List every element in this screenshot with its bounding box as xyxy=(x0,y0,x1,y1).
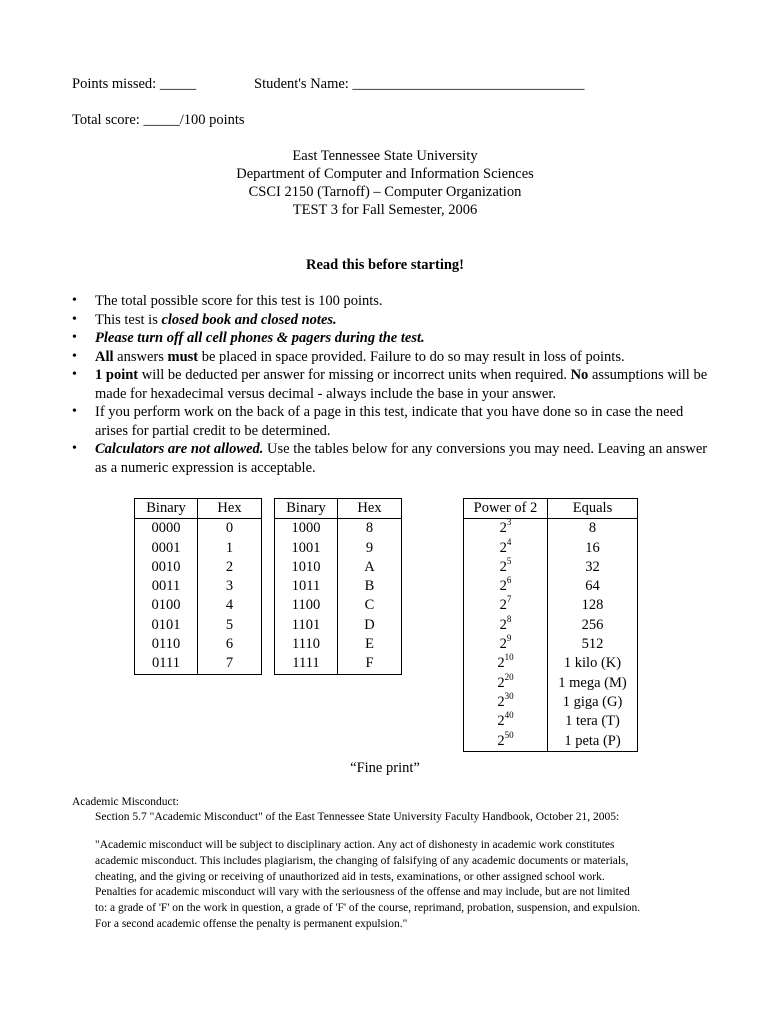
column-header: Binary xyxy=(275,499,338,519)
table-row xyxy=(275,654,402,674)
instruction-text: Please turn off all cell phones & pagers during the test. xyxy=(95,330,425,346)
instruction-item xyxy=(72,329,712,348)
quote-line: to: a grade of 'F' on the work in question, a grade of 'F' of the course, reprimand, probation, suspension, and expulsion. xyxy=(95,902,641,915)
quote-line: "Academic misconduct will be subject to disciplinary action. Any act of dishonesty in academic work constitutes xyxy=(95,839,615,851)
binary-cell: 0100 xyxy=(135,596,198,615)
table-row xyxy=(135,654,262,674)
power-cell: $2^{40}$ xyxy=(464,712,548,731)
table-row xyxy=(135,577,262,596)
table-row xyxy=(135,539,262,558)
student-name-field: Student's Name: ________________________________ xyxy=(254,76,585,92)
equals-cell: 32 xyxy=(548,558,638,577)
table-row xyxy=(464,693,638,712)
table-row xyxy=(464,558,638,577)
hex-cell: 9 xyxy=(338,539,402,558)
instruction-item xyxy=(72,366,712,403)
table-row xyxy=(135,558,262,577)
table-row xyxy=(464,732,638,752)
table-row xyxy=(464,712,638,731)
quote-line: For a second academic offense the penalty is permanent expulsion." xyxy=(95,917,408,930)
table-header-row xyxy=(135,499,262,519)
table-row xyxy=(275,616,402,635)
instruction-text: The total possible score for this test is 100 points. xyxy=(95,293,383,309)
department-name: Department of Computer and Information Sciences xyxy=(236,166,534,182)
exponent: 3 xyxy=(506,517,512,528)
equals-cell: 512 xyxy=(548,635,638,654)
power-cell: $2^9$ xyxy=(464,635,548,654)
power-cell: $2^3$ xyxy=(464,519,548,539)
power-cell: $2^6$ xyxy=(464,577,548,596)
instruction-text: All xyxy=(95,348,114,365)
binary-cell: 1001 xyxy=(275,539,338,558)
equals-cell: 16 xyxy=(548,539,638,558)
equals-cell: 128 xyxy=(548,596,638,615)
exponent: 4 xyxy=(506,536,512,547)
instruction-text: No xyxy=(570,367,589,383)
equals-cell: 1 tera (T) xyxy=(548,712,638,731)
hex-cell: A xyxy=(338,558,402,577)
quote-line: Penalties for academic misconduct will vary with the seriousness of the offense and may include, but are not limited xyxy=(95,886,630,899)
instruction-text: answers xyxy=(113,348,168,365)
instruction-text: This test is xyxy=(95,311,162,328)
column-header: Equals xyxy=(548,499,638,519)
power-cell: $2^{30}$ xyxy=(464,693,548,712)
table-row xyxy=(275,596,402,615)
test-title: TEST 3 for Fall Semester, 2006 xyxy=(292,202,478,218)
binary-cell: 0000 xyxy=(135,519,198,539)
instruction-text: 1 point xyxy=(95,367,139,383)
table-row xyxy=(135,519,262,539)
table-header-row xyxy=(464,499,638,519)
binary-cell: 1011 xyxy=(275,577,338,596)
binary-hex-table-1 xyxy=(134,498,262,675)
powers-of-two-table xyxy=(463,498,638,752)
hex-cell: 4 xyxy=(198,596,262,615)
power-cell: $2^8$ xyxy=(464,616,548,635)
table-header-row xyxy=(275,499,402,519)
misconduct-label: Academic Misconduct: xyxy=(72,796,179,808)
exponent: 50 xyxy=(504,729,514,740)
binary-cell: 1111 xyxy=(275,654,338,674)
binary-cell: 0011 xyxy=(135,577,198,596)
table-row xyxy=(464,674,638,693)
power-cell: $2^{10}$ xyxy=(464,654,548,673)
equals-cell: 8 xyxy=(548,519,638,539)
fine-print-heading: “Fine print” xyxy=(350,760,420,776)
hex-cell: 2 xyxy=(198,558,262,577)
hex-cell: B xyxy=(338,577,402,596)
power-cell: $2^4$ xyxy=(464,539,548,558)
handbook-section: Section 5.7 "Academic Misconduct" of the East Tennessee State University Faculty Handbook, October 21, 2005: xyxy=(95,811,620,823)
power-cell: $2^{20}$ xyxy=(464,674,548,693)
table-row xyxy=(275,577,402,596)
equals-cell: 64 xyxy=(548,577,638,596)
instruction-item xyxy=(72,348,712,367)
exponent: 5 xyxy=(506,555,512,566)
misconduct-quote xyxy=(95,838,715,933)
power-cell: $2^5$ xyxy=(464,558,548,577)
binary-cell: 0111 xyxy=(135,654,198,674)
instruction-item xyxy=(72,311,712,330)
binary-cell: 1101 xyxy=(275,616,338,635)
hex-cell: 6 xyxy=(198,635,262,654)
table-row xyxy=(275,539,402,558)
instruction-text: will be deducted per answer for missing or incorrect units when required. xyxy=(138,367,571,383)
instruction-text: If you perform work on the back of a page in this test, indicate that you have done so in case the need arises for partial credit to be determined. xyxy=(95,404,684,439)
quote-line: academic misconduct. This includes plagiarism, the changing of falsifying of any academic documents or materials, xyxy=(95,854,629,867)
hex-cell: 8 xyxy=(338,519,402,539)
quote-line: cheating, and the giving or receiving of unauthorized aid in tests, examinations, or other assigned school work. xyxy=(95,870,605,883)
instructions-list xyxy=(72,292,712,477)
binary-cell: 1000 xyxy=(275,519,338,539)
instruction-text: be placed in space provided. Failure to do so may result in loss of points. xyxy=(198,348,625,365)
hex-cell: C xyxy=(338,596,402,615)
exponent: 10 xyxy=(504,652,514,663)
table-row xyxy=(135,635,262,654)
hex-cell: F xyxy=(338,654,402,674)
column-header: Power of 2 xyxy=(464,499,548,519)
column-header: Binary xyxy=(135,499,198,519)
hex-cell: 0 xyxy=(198,519,262,539)
course-title: CSCI 2150 (Tarnoff) – Computer Organization xyxy=(248,184,522,200)
exponent: 9 xyxy=(506,633,512,644)
table-row xyxy=(464,654,638,673)
instruction-text: must xyxy=(167,348,199,365)
instruction-text: assumptions will be made for hexadecimal versus decimal - always include the base in your answer. xyxy=(95,367,708,402)
table-row xyxy=(275,519,402,539)
equals-cell: 1 kilo (K) xyxy=(548,654,638,673)
equals-cell: 1 peta (P) xyxy=(548,732,638,752)
binary-cell: 0110 xyxy=(135,635,198,654)
instruction-text: Use the tables below for any conversions you may need. Leaving an answer as a numeric expression is acceptable. xyxy=(95,441,708,476)
equals-cell: 1 mega (M) xyxy=(548,674,638,693)
exponent: 8 xyxy=(506,613,512,624)
binary-hex-table-2 xyxy=(274,498,402,675)
binary-cell: 1110 xyxy=(275,635,338,654)
table-row xyxy=(275,558,402,577)
column-header: Hex xyxy=(198,499,262,519)
exponent: 30 xyxy=(504,690,514,701)
instruction-item xyxy=(72,403,712,440)
column-header: Hex xyxy=(338,499,402,519)
binary-cell: 1100 xyxy=(275,596,338,615)
equals-cell: 1 giga (G) xyxy=(548,693,638,712)
instruction-item xyxy=(72,292,712,311)
table-row xyxy=(464,596,638,615)
points-missed-field: Points missed: _____ xyxy=(72,76,197,92)
instruction-text: closed book and closed notes. xyxy=(161,311,337,328)
instruction-item xyxy=(72,440,712,477)
table-row xyxy=(464,519,638,539)
exponent: 40 xyxy=(504,710,514,721)
exponent: 20 xyxy=(504,671,514,682)
binary-cell: 1010 xyxy=(275,558,338,577)
power-cell: $2^7$ xyxy=(464,596,548,615)
table-row xyxy=(464,539,638,558)
table-row xyxy=(135,596,262,615)
table-row xyxy=(135,616,262,635)
hex-cell: 3 xyxy=(198,577,262,596)
binary-cell: 0101 xyxy=(135,616,198,635)
exponent: 7 xyxy=(506,594,512,605)
hex-cell: D xyxy=(338,616,402,635)
table-row xyxy=(464,577,638,596)
university-name: East Tennessee State University xyxy=(292,148,478,164)
hex-cell: 7 xyxy=(198,654,262,674)
exponent: 6 xyxy=(506,575,512,586)
table-row xyxy=(275,635,402,654)
instructions-heading: Read this before starting! xyxy=(305,257,464,273)
table-row xyxy=(464,616,638,635)
hex-cell: E xyxy=(338,635,402,654)
hex-cell: 1 xyxy=(198,539,262,558)
power-cell: $2^{50}$ xyxy=(464,732,548,752)
hex-cell: 5 xyxy=(198,616,262,635)
instruction-text: Calculators are not allowed. xyxy=(95,441,264,457)
binary-cell: 0010 xyxy=(135,558,198,577)
binary-cell: 0001 xyxy=(135,539,198,558)
equals-cell: 256 xyxy=(548,616,638,635)
table-row xyxy=(464,635,638,654)
total-score-field: Total score: _____/100 points xyxy=(72,112,245,128)
